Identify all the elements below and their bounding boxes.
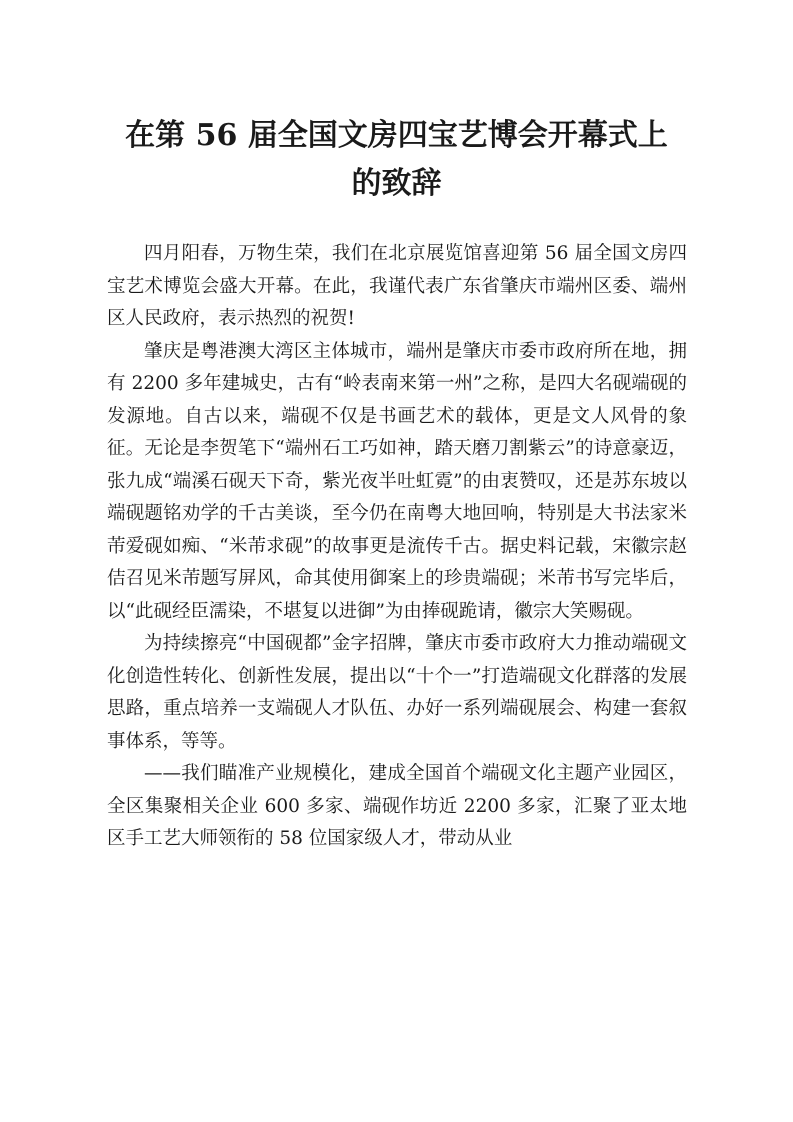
paragraph-greeting: 四月阳春，万物生荣，我们在北京展览馆喜迎第 56 届全国文房四宝艺术博览会盛大开幕。在此，我谨代表广东省肇庆市端州区委、端州区人民政府，表示热烈的祝贺! xyxy=(107,243,687,329)
title-line-2: 的致辞 xyxy=(351,166,442,201)
speech-body xyxy=(107,238,687,856)
paragraph-industry: ——我们瞄准产业规模化，建成全国首个端砚文化主题产业园区，全区集聚相关企业 600 多家、端砚作坊近 2200 多家，汇聚了亚太地区手工艺大师领衔的 58 位国家级人才，带动从业 xyxy=(107,763,687,849)
speech-title xyxy=(100,112,693,208)
paragraph-development: 为持续擦亮“中国砚都”金字招牌，肇庆市委市政府大力推动端砚文化创造性转化、创新性发展，提出以“十个一”打造端砚文化群落的发展思路，重点培养一支端砚人才队伍、办好一系列端砚展会、构建一套叙事体系，等等。 xyxy=(107,633,687,752)
paragraph-zhaoqing-history: 肇庆是粤港澳大湾区主体城市，端州是肇庆市委市政府所在地，拥有 2200 多年建城史，古有“岭表南来第一州”之称，是四大名砚端砚的发源地。自古以来，端砚不仅是书画艺术的载体，更是文人风骨的象征。无论是李贺笔下“端州石工巧如神，踏天磨刀割紫云”的诗意豪迈，张九成“端溪石砚天下奇，紫光夜半吐虹霓”的由衷赞叹，还是苏东坡以端砚题铭劝学的千古美谈，至今仍在南粤大地回响，特别是大书法家米芾爱砚如痴、“米芾求砚”的故事更是流传千古。据史料记载，宋徽宗赵佶召见米芾题写屏风，命其使用御案上的珍贵端砚；米芾书写完毕后，以“此砚经臣濡染，不堪复以进御”为由捧砚跪请，徽宗大笑赐砚。 xyxy=(107,340,687,622)
title-line-1: 在第 56 届全国文房四宝艺博会开幕式上 xyxy=(125,118,668,153)
